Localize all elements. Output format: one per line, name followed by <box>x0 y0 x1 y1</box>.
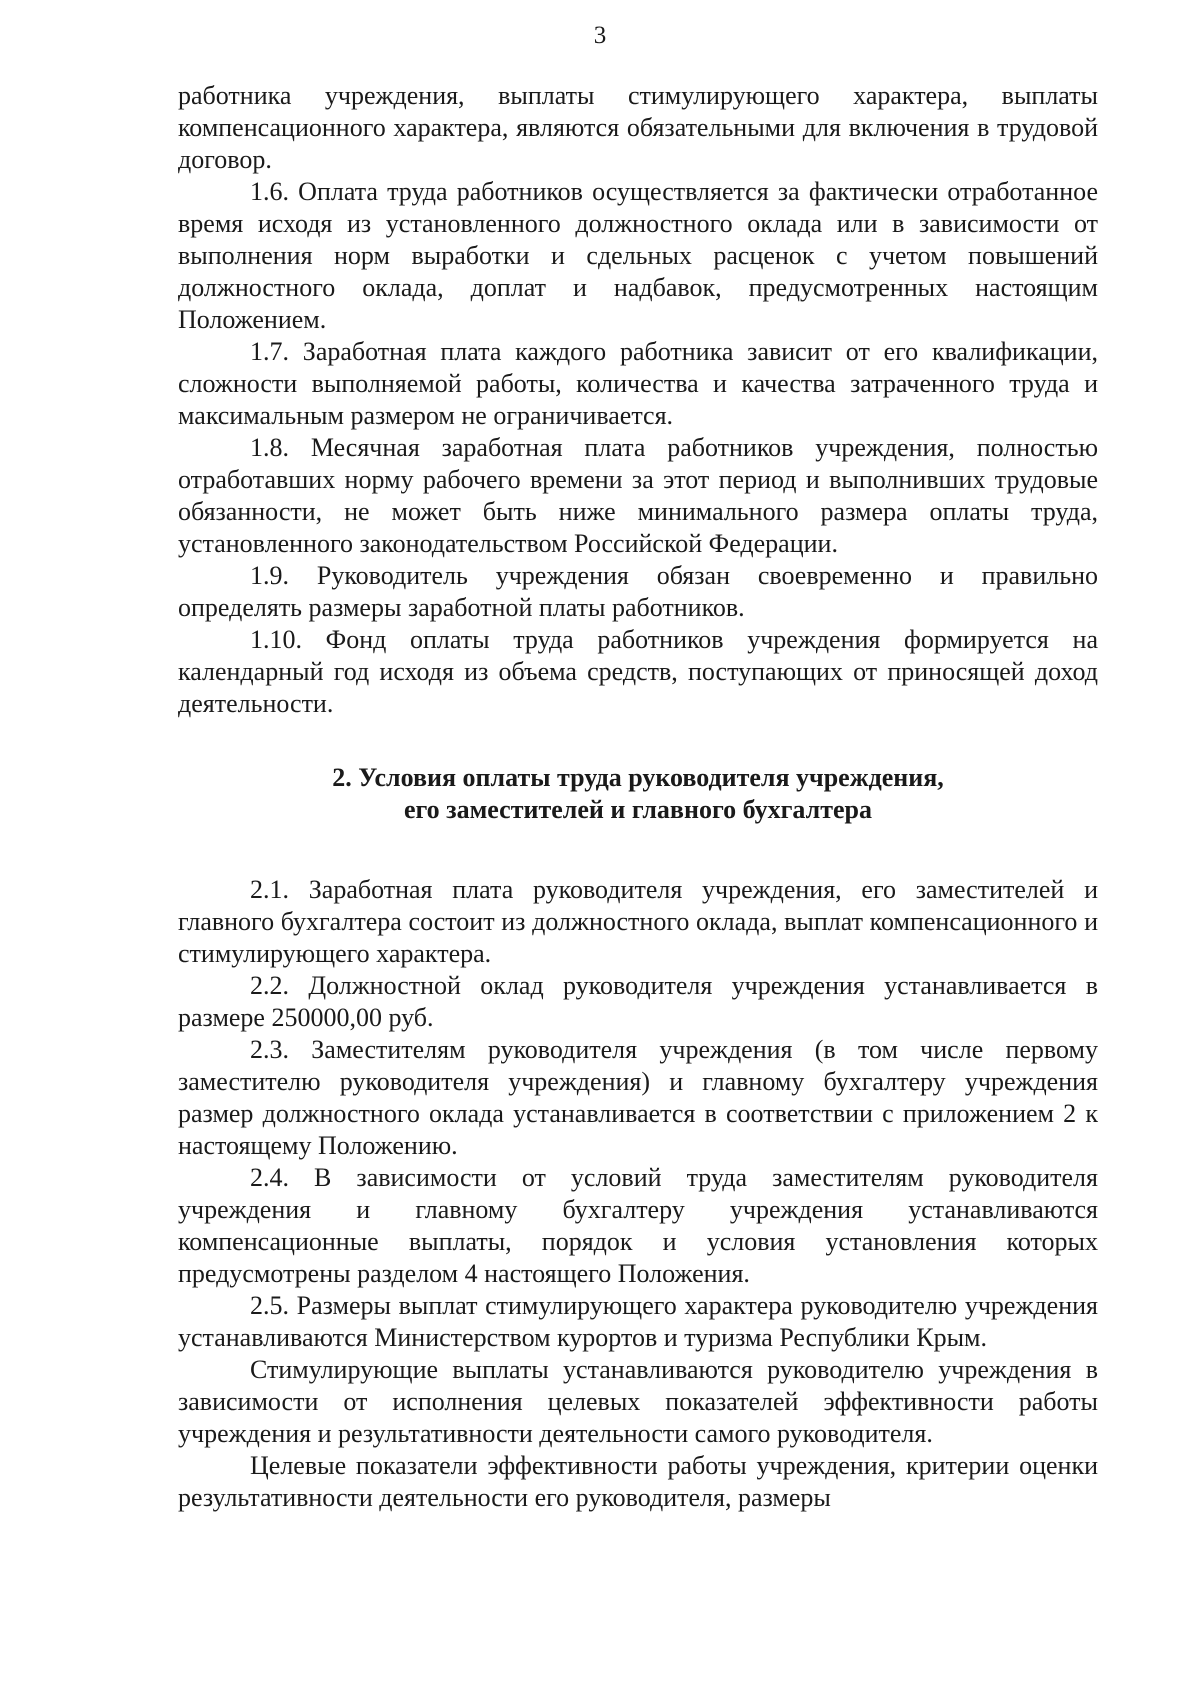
section-2-heading-line-2: его заместителей и главного бухгалтера <box>403 795 873 824</box>
paragraph-1-10: 1.10. Фонд оплаты труда работников учреждения формируется на календарный год исходя из объема средств, поступающих от приносящей доход деятельности. <box>178 625 1098 718</box>
section-2-heading <box>178 762 1098 826</box>
paragraph-1-8: 1.8. Месячная заработная плата работников учреждения, полностью отработавших норму рабочего времени за этот период и выполнивших трудовые обязанности, не может быть ниже минимального размера оплаты труда, установленного законодательством Российской Федерации. <box>178 433 1098 558</box>
paragraph-continuation: работника учреждения, выплаты стимулирующего характера, выплаты компенсационного характера, являются обязательными для включения в трудовой договор. <box>178 81 1098 174</box>
paragraph-2-5: 2.5. Размеры выплат стимулирующего характера руководителю учреждения устанавливаются Министерством курортов и туризма Республики Крым. <box>178 1291 1098 1352</box>
paragraph-2-1: 2.1. Заработная плата руководителя учреждения, его заместителей и главного бухгалтера состоит из должностного оклада, выплат компенсационного и стимулирующего характера. <box>178 875 1098 968</box>
paragraph-2-4: 2.4. В зависимости от условий труда заместителям руководителя учреждения и главному бухгалтеру учреждения устанавливаются компенсационные выплаты, порядок и условия установления которых предусмотрены разделом 4 настоящего Положения. <box>178 1163 1098 1288</box>
paragraph-2-2: 2.2. Должностной оклад руководителя учреждения устанавливается в размере 250000,00 руб. <box>178 971 1098 1032</box>
paragraph-target-indicators: Целевые показатели эффективности работы учреждения, критерии оценки результативности деятельности его руководителя, размеры <box>178 1451 1098 1512</box>
paragraph-stimulating-payments: Стимулирующие выплаты устанавливаются руководителю учреждения в зависимости от исполнения целевых показателей эффективности работы учреждения и результативности деятельности самого руководителя. <box>178 1355 1098 1448</box>
paragraph-1-6: 1.6. Оплата труда работников осуществляется за фактически отработанное время исходя из установленного должностного оклада или в зависимости от выполнения норм выработки и сдельных расценок с учетом повышений должностного оклада, доплат и надбавок, предусмотренных настоящим Положением. <box>178 177 1098 334</box>
document-body <box>178 80 1098 1514</box>
paragraph-1-7: 1.7. Заработная плата каждого работника зависит от его квалификации, сложности выполняемой работы, количества и качества затраченного труда и максимальным размером не ограничивается. <box>178 337 1098 430</box>
paragraph-1-9: 1.9. Руководитель учреждения обязан своевременно и правильно определять размеры заработной платы работников. <box>178 561 1098 622</box>
page-number: 3 <box>593 22 607 49</box>
section-2-heading-line-1: 2. Условия оплаты труда руководителя учреждения, <box>332 763 944 792</box>
paragraph-2-3: 2.3. Заместителям руководителя учреждения (в том числе первому заместителю руководителя учреждения) и главному бухгалтеру учреждения размер должностного оклада устанавливается в соответствии с приложением 2 к настоящему Положению. <box>178 1035 1098 1160</box>
